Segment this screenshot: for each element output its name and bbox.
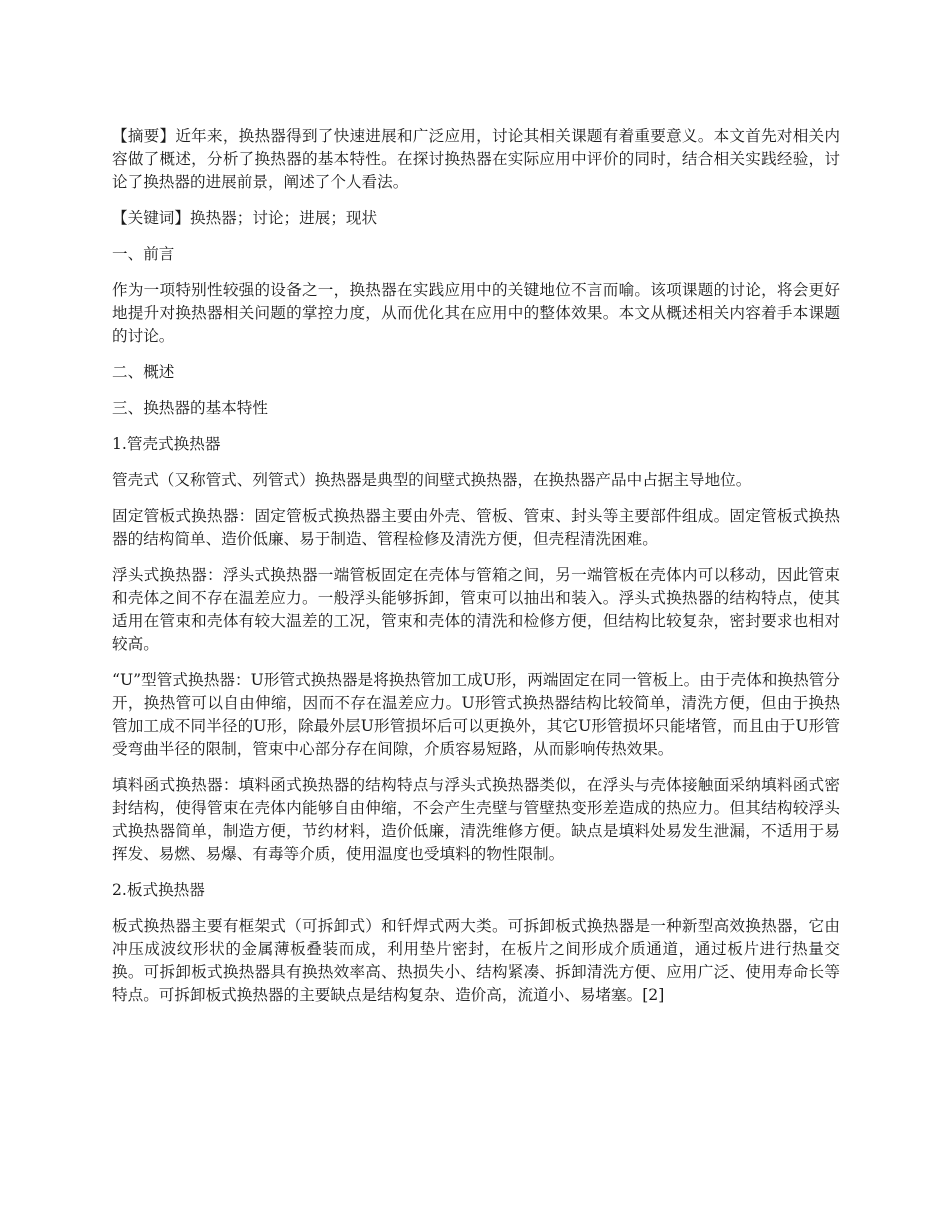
keywords-paragraph: 【关键词】换热器；讨论；进展；现状 (112, 209, 378, 227)
fixed-tube-sheet-paragraph: 固定管板式换热器：固定管板式换热器主要由外壳、管板、管束、封头等主要部件组成。固定管板式换热器的结构简单、造价低廉、易于制造、管程检修及清洗方便，但壳程清洗困难。 (112, 507, 840, 548)
document-page (112, 125, 840, 1020)
shell-tube-intro-paragraph: 管壳式（又称管式、列管式）换热器是典型的间壁式换热器，在换热器产品中占据主导地位。 (112, 471, 752, 489)
section-heading-overview: 二、概述 (112, 363, 175, 381)
stuffing-box-paragraph: 填料函式换热器：填料函式换热器的结构特点与浮头式换热器类似，在浮头与壳体接触面采纳填料函式密封结构，使得管束在壳体内能够自由伸缩，不会产生壳壁与管壁热变形差造成的热应力。但其结构较浮头式换热器简单，制造方便，节约材料，造价低廉，清洗维修方便。缺点是填料处易发生泄漏，不适用于易挥发、易燃、易爆、有毒等介质，使用温度也受填料的物性限制。 (112, 776, 840, 863)
subheading-shell-tube: 1.管壳式换热器 (112, 435, 221, 453)
floating-head-paragraph: 浮头式换热器：浮头式换热器一端管板固定在壳体与管箱之间，另一端管板在壳体内可以移动，因此管束和壳体之间不存在温差应力。一般浮头能够拆卸，管束可以抽出和装入。浮头式换热器的结构特点，使其适用在管束和壳体有较大温差的工况，管束和壳体的清洗和检修方便，但结构比较复杂，密封要求也相对较高。 (112, 566, 840, 653)
u-tube-paragraph: “U”型管式换热器：U形管式换热器是将换热管加工成U形，两端固定在同一管板上。由于壳体和换热管分开，换热管可以自由伸缩，因而不存在温差应力。U形管式换热器结构比较简单，清洗方便，但由于换热管加工成不同半径的U形，除最外层U形管损坏后可以更换外，其它U形管损坏只能堵管，而且由于U形管受弯曲半径的限制，管束中心部分存在间隙，介质容易短路，从而影响传热效果。 (112, 671, 840, 758)
abstract-paragraph: 【摘要】近年来，换热器得到了快速进展和广泛应用，讨论其相关课题有着重要意义。本文首先对相关内容做了概述，分析了换热器的基本特性。在探讨换热器在实际应用中评价的同时，结合相关实践经验，讨论了换热器的进展前景，阐述了个人看法。 (112, 127, 840, 191)
subheading-plate: 2.板式换热器 (112, 881, 205, 899)
plate-paragraph: 板式换热器主要有框架式（可拆卸式）和钎焊式两大类。可拆卸板式换热器是一种新型高效换热器，它由冲压成波纹形状的金属薄板叠装而成，利用垫片密封，在板片之间形成介质通道，通过板片进行热量交换。可拆卸板式换热器具有换热效率高、热损失小、结构紧凑、拆卸清洗方便、应用广泛、使用寿命长等特点。可拆卸板式换热器的主要缺点是结构复杂、造价高，流道小、易堵塞。[2] (112, 917, 840, 1004)
preface-paragraph: 作为一项特别性较强的设备之一，换热器在实践应用中的关键地位不言而喻。该项课题的讨论，将会更好地提升对换热器相关问题的掌控力度，从而优化其在应用中的整体效果。本文从概述相关内容着手本课题的讨论。 (112, 281, 840, 345)
section-heading-preface: 一、前言 (112, 245, 175, 263)
section-heading-characteristics: 三、换热器的基本特性 (112, 399, 268, 417)
